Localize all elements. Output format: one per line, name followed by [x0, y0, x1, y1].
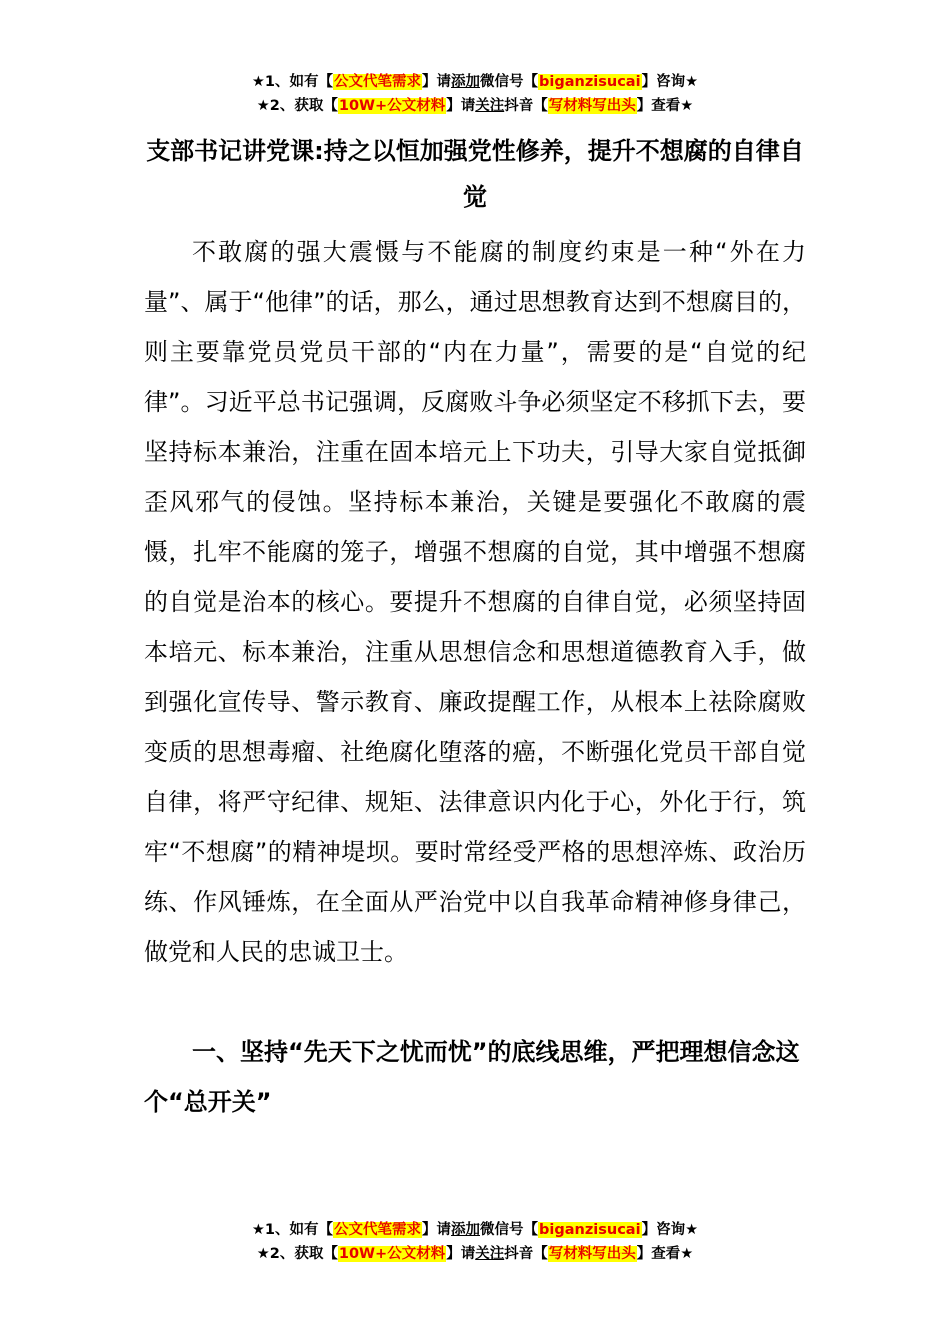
highlight-service: 公文代笔需求 — [334, 74, 422, 90]
highlight-wechat-id: biganzisucai — [539, 1222, 641, 1238]
highlight-materials: 10W+公文材料 — [338, 1246, 446, 1262]
header-banner — [0, 70, 950, 118]
highlight-douyin-account: 写材料写出头 — [548, 1246, 636, 1262]
body-paragraph: 不敢腐的强大震慑与不能腐的制度约束是一种“外在力量”、属于“他律”的话，那么，通过思想教育达到不想腐目的，则主要靠党员党员干部的“内在力量”，需要的是“自觉的纪律”。习近平总书记强调，反腐败斗争必须坚定不移抓下去，要坚持标本兼治，注重在固本培元上下功夫，引导大家自觉抵御歪风邪气的侵蚀。坚持标本兼治，关键是要强化不敢腐的震慑，扎牢不能腐的笼子，增强不想腐的自觉，其中增强不想腐的自觉是治本的核心。要提升不想腐的自律自觉，必须坚持固本培元、标本兼治，注重从思想信念和思想道德教育入手，做到强化宣传导、警示教育、廉政提醒工作，从根本上祛除腐败变质的思想毒瘤、社绝腐化堕落的癌，不断强化党员干部自觉自律，将严守纪律、规矩、法律意识内化于心，外化于行，筑牢“不想腐”的精神堤坝。要时常经受严格的思想淬炼、政治历练、作风锤炼，在全面从严治党中以自我革命精神修身律己，做党和人民的忠诚卫士。 — [144, 238, 806, 966]
footer-banner — [0, 1218, 950, 1266]
banner-line-2: ★2、获取【10W+公文材料】请关注抖音【写材料写出头】查看★ — [256, 98, 694, 114]
section-heading: 一、坚持“先天下之忧而忧”的底线思维，严把理想信念这个“总开关” — [144, 1038, 800, 1116]
banner-line-2: ★2、获取【10W+公文材料】请关注抖音【写材料写出头】查看★ — [256, 1246, 694, 1262]
highlight-douyin-account: 写材料写出头 — [548, 98, 636, 114]
highlight-materials: 10W+公文材料 — [338, 98, 446, 114]
banner-line-1: ★1、如有【公文代笔需求】请添加微信号【biganzisucai】咨询★ — [251, 1222, 699, 1238]
highlight-service: 公文代笔需求 — [334, 1222, 422, 1238]
highlight-wechat-id: biganzisucai — [539, 74, 641, 90]
document-title: 支部书记讲党课:持之以恒加强党性修养，提升不想腐的自律自觉 — [146, 137, 804, 211]
banner-line-1: ★1、如有【公文代笔需求】请添加微信号【biganzisucai】咨询★ — [251, 74, 699, 90]
